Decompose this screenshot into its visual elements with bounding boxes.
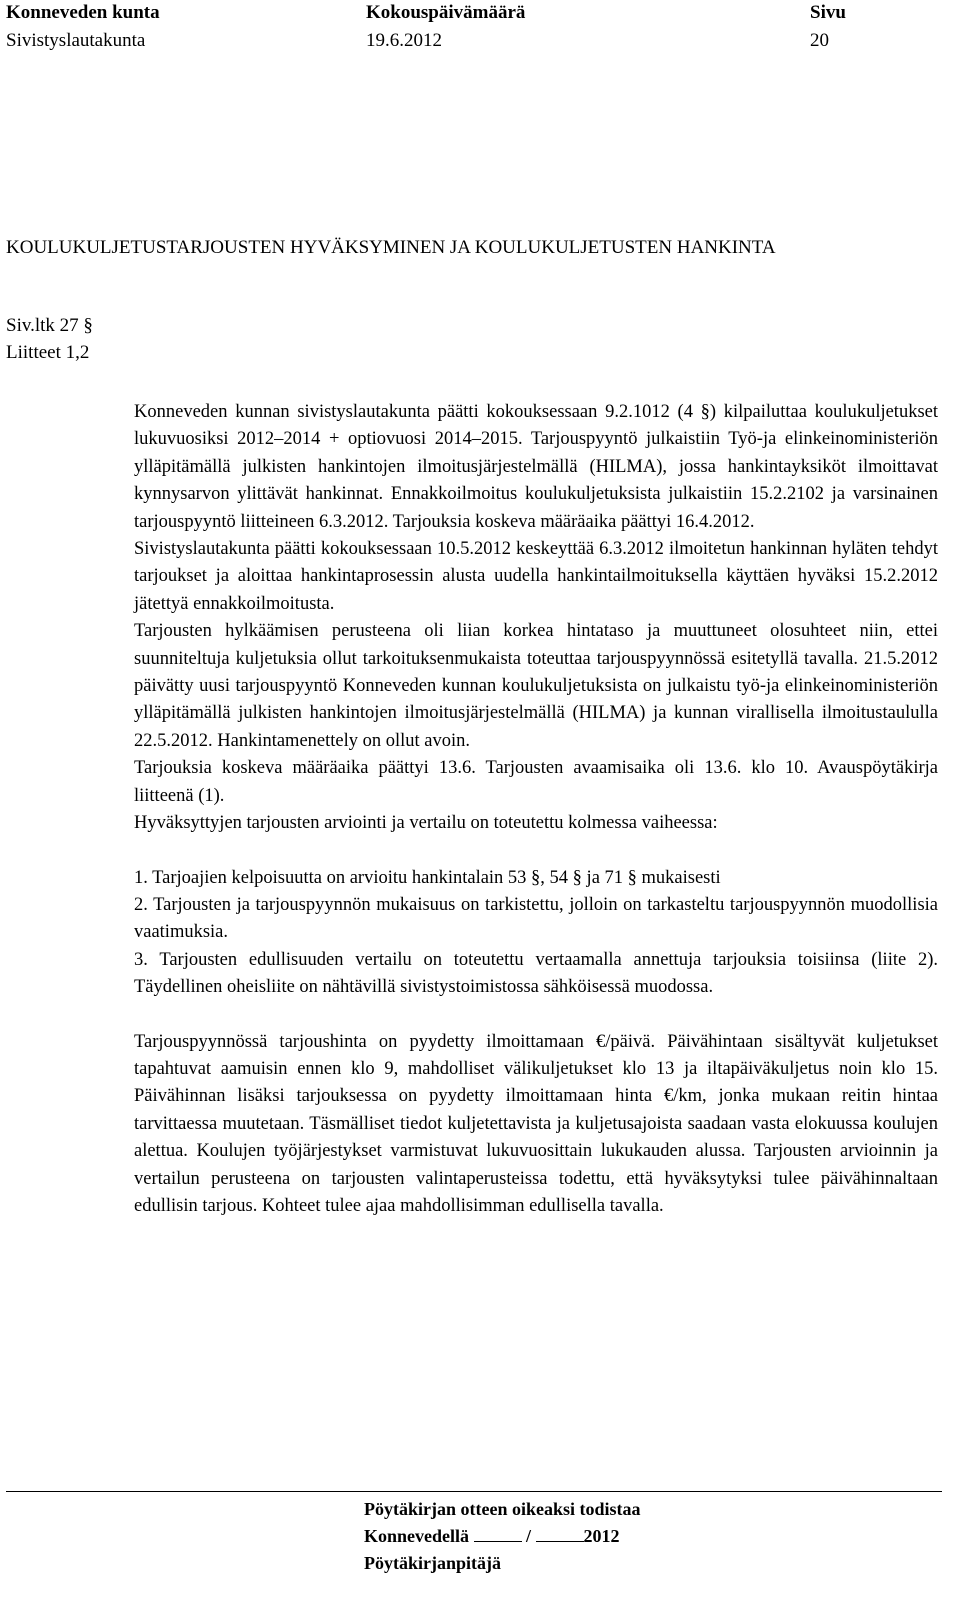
body-paragraph: Konneveden kunnan sivistyslautakunta päätti kokouksessaan 9.2.1012 (4 §) kilpailuttaa koulukuljetukset lukuvuosiksi 2012–2014 + optiovuosi 2014–2015. Tarjouspyyntö julkaistiin Työ-ja elinkeinoministeriön ylläpitämällä julkisten hankintojen ilmoitusjärjestelmällä (HILMA), jossa hankintayksiköt ilmoittavat kynnysarvon ylittävät hankinnat. Ennakkoilmoitus koulukuljetuksista julkaistiin 15.2.2102 ja varsinainen tarjouspyyntö liitteineen 6.3.2012. Tarjouksia koskeva määräaika päättyi 16.4.2012. bbox=[134, 402, 938, 532]
header-page-label: Sivu bbox=[810, 2, 846, 23]
attachments-reference: Liitteet 1,2 bbox=[6, 342, 90, 363]
body-paragraph: Tarjousten hylkäämisen perusteena oli liian korkea hintataso ja muuttuneet olosuhteet niin, ettei suunniteltuja kuljetuksia ollut tarkoituksenmukaista toteuttaa tarjouspyynnössä esitetyllä tavalla. 21.5.2012 päivätty uusi tarjouspyyntö Konneveden kunnan koulukuljetuksista on julkaistu työ-ja elinkeinoministeriön ylläpitämällä julkisten hankintojen ilmoitusjärjestelmällä (HILMA) ja kunnan virallisella ilmoitustaululla 22.5.2012. Hankintamenettely on ollut avoin. bbox=[134, 621, 938, 751]
body-paragraph: Hyväksyttyjen tarjousten arviointi ja vertailu on toteutettu kolmessa vaiheessa: bbox=[134, 813, 718, 834]
footer-place: Konnevedellä bbox=[364, 1526, 470, 1546]
footer-place-date bbox=[364, 1523, 641, 1550]
header-date: 19.6.2012 bbox=[366, 30, 442, 51]
footer-year: 2012 bbox=[583, 1526, 620, 1546]
body-paragraph: Tarjouksia koskeva määräaika päättyi 13.6. Tarjousten avaamisaika oli 13.6. klo 10. Avauspöytäkirja liitteenä (1). bbox=[134, 758, 938, 806]
header-page-number: 20 bbox=[810, 30, 829, 51]
evaluation-step: 3. Tarjousten edullisuuden vertailu on toteutettu vertaamalla annettuja tarjouksia toisiinsa (liite 2). Täydellinen oheisliite on nähtävillä sivistystoimistossa sähköisessä muodossa. bbox=[134, 949, 938, 998]
document-body bbox=[134, 399, 938, 1220]
header-committee: Sivistyslautakunta bbox=[6, 30, 146, 51]
footer-attestation bbox=[364, 1496, 641, 1577]
header-org: Konneveden kunta bbox=[6, 2, 160, 23]
document-title: KOULUKULJETUSTARJOUSTEN HYVÄKSYMINEN JA KOULUKULJETUSTEN HANKINTA bbox=[6, 237, 776, 258]
body-paragraph: Sivistyslautakunta päätti kokouksessaan 10.5.2012 keskeyttää 6.3.2012 ilmoitetun hankinnan hyläten tehdyt tarjoukset ja aloittaa hankintaprosessin alusta uudella hankintailmoituksella käyttäen hyväksi 15.2.2012 jätettyä ennakkoilmoitusta. bbox=[134, 539, 938, 614]
day-blank-line bbox=[474, 1524, 522, 1542]
header-date-label: Kokouspäivämäärä bbox=[366, 2, 526, 23]
footer-slash: / bbox=[526, 1526, 532, 1546]
footer-signer-role: Pöytäkirjanpitäjä bbox=[364, 1553, 501, 1573]
footer-divider bbox=[6, 1491, 942, 1492]
spacer bbox=[134, 1002, 938, 1029]
spacer bbox=[134, 838, 938, 865]
evaluation-step: 2. Tarjousten ja tarjouspyynnön mukaisuus on tarkistettu, jolloin on tarkasteltu tarjouspyynnön muodollisia vaatimuksia. bbox=[134, 894, 938, 943]
month-blank-line bbox=[536, 1524, 584, 1542]
evaluation-step: 1. Tarjoajien kelpoisuutta on arvioitu hankintalain 53 §, 54 § ja 71 § mukaisesti bbox=[134, 867, 721, 888]
footer-attestation-text: Pöytäkirjan otteen oikeaksi todistaa bbox=[364, 1499, 641, 1519]
closing-paragraph: Tarjouspyynnössä tarjoushinta on pyydetty ilmoittamaan €/päivä. Päivähintaan sisältyvät kuljetukset tapahtuvat aamuisin ennen klo 9, mahdolliset välikuljetukset klo 13 ja iltapäiväkuljetus noin klo 15. Päivähinnan lisäksi tarjouksessa on pyydetty ilmoittamaan hinta €/km, jonka mukaan reitin hintaa tarvittaessa muutetaan. Täsmälliset tiedot kuljetettavista ja kuljetusajoista saadaan vasta elokuussa koulujen alettua. Koulujen työjärjestykset varmistuvat lukuvuosittain lukukauden alussa. Tarjousten arvioinnin ja vertailun perusteena on tarjousten valintaperusteissa todettu, että hyväksytyksi tulee päivähinnaltaan edullisin tarjous. Kohteet tulee ajaa mahdollisimman edullisella tavalla. bbox=[134, 1031, 938, 1216]
section-reference: Siv.ltk 27 § bbox=[6, 315, 93, 336]
